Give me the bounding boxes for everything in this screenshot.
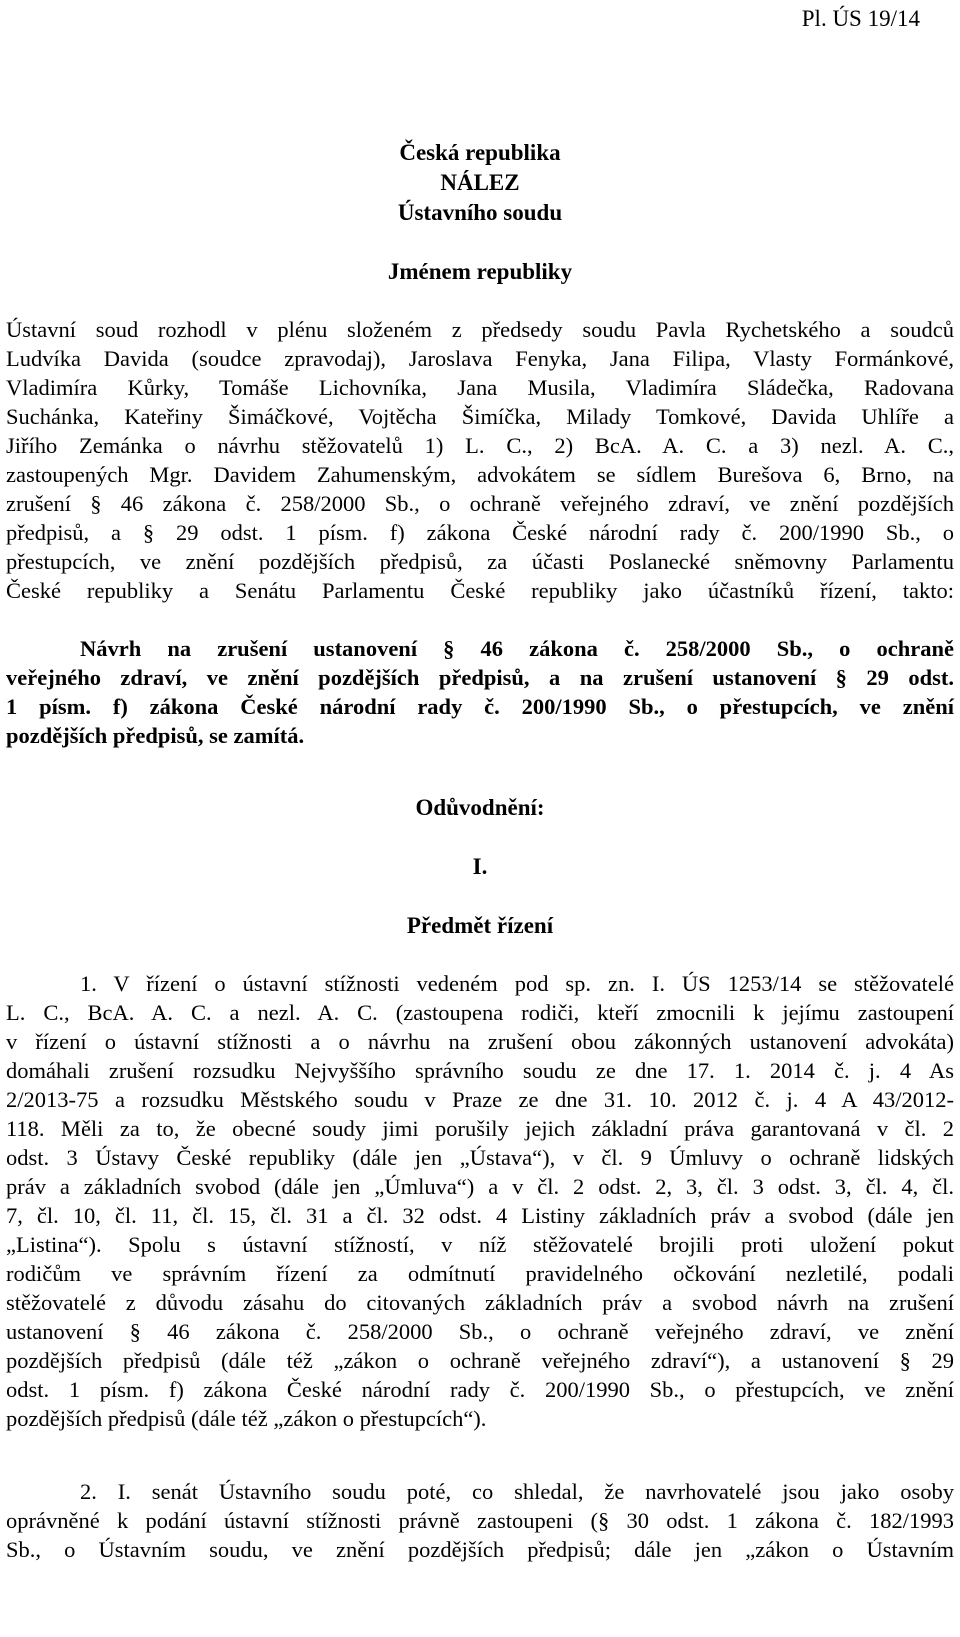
intro-line: Vladimíra Kůrky, Tomáše Lichovníka, Jana Musila, Vladimíra Sládečka, Radovana — [6, 375, 954, 400]
intro-line: Suchánka, Kateřiny Šimáčkové, Vojtěcha Šimíčka, Milady Tomkové, Davida Uhlíře a — [6, 404, 954, 429]
section-title: Předmět řízení — [406, 913, 554, 938]
verdict-line: veřejného zdraví, ve znění pozdějších předpisů, a na zrušení ustanovení § 29 odst. — [6, 665, 954, 690]
paragraph-line: oprávněné k podání ústavní stížnosti právně zastoupeni (§ 30 odst. 1 zákona č. 182/1993 — [6, 1508, 954, 1533]
paragraph-line: ustanovení § 46 zákona č. 258/2000 Sb., o ochraně veřejného zdraví, ve znění — [6, 1319, 954, 1344]
paragraph-line: 1. V řízení o ústavní stížnosti vedeném pod sp. zn. I. ÚS 1253/14 se stěžovatelé — [80, 971, 954, 996]
paragraph-line: rodičům ve správním řízení za odmítnutí pravidelného očkování nezletilé, podali — [6, 1261, 954, 1286]
paragraph-line: pozdějších předpisů (dále též „zákon o ochraně veřejného zdraví“), a ustanovení § 29 — [6, 1348, 954, 1373]
paragraph-line: „Listina“). Spolu s ústavní stížností, v níž stěžovatelé brojili proti uložení pokut — [6, 1232, 954, 1257]
paragraph-line: odst. 1 písm. f) zákona České národní rady č. 200/1990 Sb., o přestupcích, ve znění — [6, 1377, 954, 1402]
intro-line: Ústavní soud rozhodl v plénu složeném z předsedy soudu Pavla Rychetského a soudců — [6, 317, 954, 342]
intro-line: předpisů, a § 29 odst. 1 písm. f) zákona České národní rady č. 200/1990 Sb., o — [6, 520, 954, 545]
verdict-line: 1 písm. f) zákona České národní rady č. 200/1990 Sb., o přestupcích, ve znění — [6, 694, 954, 719]
paragraph-line: 118. Měli za to, že obecné soudy jimi porušily jejich základní práva garantovaná v čl. 2 — [6, 1116, 954, 1141]
verdict-line: pozdějších předpisů, se zamítá. — [6, 723, 305, 748]
title-court: Ústavního soudu — [397, 200, 563, 225]
paragraph-line: 2/2013-75 a rozsudku Městského soudu v Praze ze dne 31. 10. 2012 č. j. 4 A 43/2012- — [6, 1087, 954, 1112]
reasoning-heading: Odůvodnění: — [415, 795, 545, 820]
intro-line: zrušení § 46 zákona č. 258/2000 Sb., o ochraně veřejného zdraví, ve znění pozdějších — [6, 491, 954, 516]
intro-line: Jiřího Zemánka o návrhu stěžovatelů 1) L. C., 2) BcA. A. C. a 3) nezl. A. C., — [6, 433, 954, 458]
intro-line: přestupcích, ve znění pozdějších předpisů, za účasti Poslanecké sněmovny Parlamentu — [6, 549, 954, 574]
title-country: Česká republika — [399, 140, 561, 165]
verdict-line: Návrh na zrušení ustanovení § 46 zákona č. 258/2000 Sb., o ochraně — [80, 636, 954, 661]
title-republic: Jménem republiky — [387, 259, 573, 284]
paragraph-line: v řízení o ústavní stížnosti a o návrhu na zrušení obou zákonných ustanovení advokáta) — [6, 1029, 954, 1054]
intro-line: České republiky a Senátu Parlamentu České republiky jako účastníků řízení, takto: — [6, 578, 954, 603]
paragraph-line: L. C., BcA. A. C. a nezl. A. C. (zastoupena rodiči, kteří zmocnili k jejímu zastoupení — [6, 1000, 954, 1025]
intro-line: Ludvíka Davida (soudce zpravodaj), Jaroslava Fenyka, Jana Filipa, Vlasty Formánkové, — [6, 346, 954, 371]
paragraph-line: domáhali zrušení rozsudku Nejvyššího správního soudu ze dne 17. 1. 2014 č. j. 4 As — [6, 1058, 954, 1083]
section-number: I. — [472, 854, 488, 879]
paragraph-line: práv a základních svobod (dále jen „Úmluva“) a v čl. 2 odst. 2, 3, čl. 3 odst. 3, čl. 4, čl. — [6, 1174, 954, 1199]
paragraph-line: 2. I. senát Ústavního soudu poté, co shledal, že navrhovatelé jsou jako osoby — [80, 1479, 954, 1504]
title-nalez: NÁLEZ — [440, 170, 520, 195]
paragraph-line: Sb., o Ústavním soudu, ve znění pozdějších předpisů; dále jen „zákon o Ústavním — [6, 1537, 954, 1562]
paragraph-line: 7, čl. 10, čl. 11, čl. 15, čl. 31 a čl. 32 odst. 4 Listiny základních práv a svobod (dále jen — [6, 1203, 954, 1228]
paragraph-line: stěžovatelé z důvodu zásahu do citovaných základních práv a svobod návrh na zrušení — [6, 1290, 954, 1315]
paragraph-line: odst. 3 Ústavy České republiky (dále jen „Ústava“), v čl. 9 Úmluvy o ochraně lidských — [6, 1145, 954, 1170]
paragraph-line: pozdějších předpisů (dále též „zákon o přestupcích“). — [6, 1406, 487, 1431]
case-reference: Pl. ÚS 19/14 — [801, 6, 920, 31]
intro-line: zastoupených Mgr. Davidem Zahumenským, advokátem se sídlem Burešova 6, Brno, na — [6, 462, 954, 487]
